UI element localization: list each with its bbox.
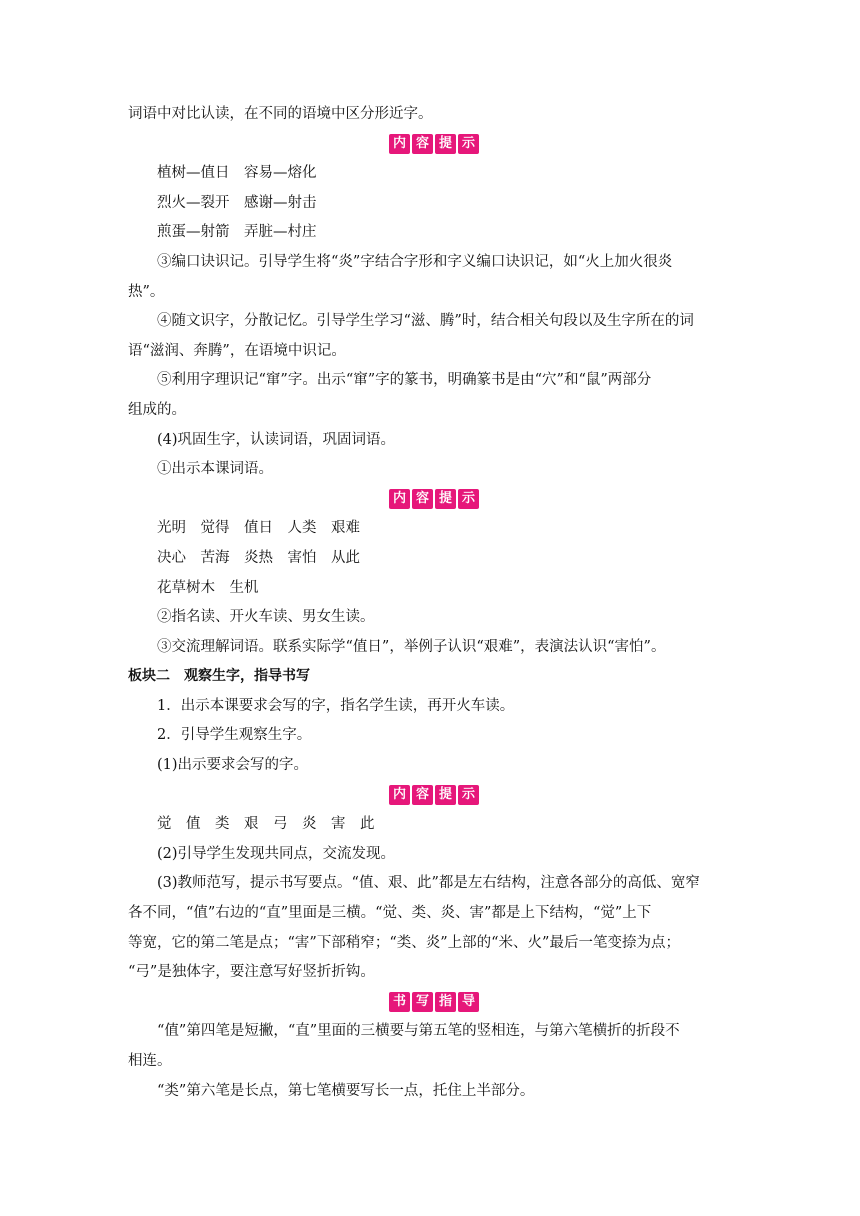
content-hint-label: 内 容 提 示 bbox=[128, 781, 740, 811]
paragraph-line: “值”第四笔是短撇，“直”里面的三横要与第五笔的竖相连，与第六笔横折的折段不 bbox=[157, 1023, 680, 1040]
word-list-line: 决心 苦海 炎热 害怕 从此 bbox=[157, 549, 360, 566]
paragraph-line: ④随文识字，分散记忆。引导学生学习“滋、腾”时，结合相关句段以及生字所在的词 bbox=[157, 313, 694, 330]
paragraph-line: ②指名读、开火车读、男女生读。 bbox=[157, 609, 375, 626]
paragraph-line: 相连。 bbox=[128, 1053, 172, 1069]
paragraph-line: 各不同，“值”右边的“直”里面是三横。“觉、类、炎、害”都是上下结构，“觉”上下 bbox=[128, 905, 652, 922]
paragraph-line: ③交流理解词语。联系实际学“值日”，举例子认识“艰难”，表演法认识“害怕”。 bbox=[157, 638, 666, 655]
content-hint-label: 内 容 提 示 bbox=[128, 485, 740, 515]
paragraph-line: (2)引导学生发现共同点，交流发现。 bbox=[157, 845, 396, 862]
paragraph-line: (1)出示要求会写的字。 bbox=[157, 757, 309, 774]
paragraph-line: 2．引导学生观察生字。 bbox=[157, 727, 312, 744]
content-hint-label: 内 容 提 示 bbox=[128, 130, 740, 160]
paragraph-line: (3)教师范写，提示书写要点。“值、艰、此”都是左右结构，注意各部分的高低、宽窄 bbox=[157, 875, 700, 892]
paragraph-line: “类”第六笔是长点，第七笔横要写长一点，托住上半部分。 bbox=[157, 1082, 535, 1099]
paragraph-line: 组成的。 bbox=[128, 401, 186, 418]
word-pair-line: 煎蛋—射箭 弄脏—村庄 bbox=[157, 224, 317, 241]
paragraph-line: ③编口诀识记。引导学生将“炎”字结合字形和字义编口诀识记，如“火上加火很炎 bbox=[157, 253, 673, 270]
writing-guide-label: 书 写 指 导 bbox=[128, 988, 740, 1018]
paragraph-line: ⑤利用字理识记“窜”字。出示“窜”字的篆书，明确篆书是由“穴”和“鼠”两部分 bbox=[157, 372, 652, 389]
paragraph-line: ①出示本课词语。 bbox=[157, 461, 273, 478]
paragraph-line: (4)巩固生字，认读词语，巩固词语。 bbox=[157, 431, 396, 448]
paragraph-line: 等宽，它的第二笔是点；“害”下部稍窄；“类、炎”上部的“米、火”最后一笔变捺为点； bbox=[128, 934, 680, 951]
word-pair-line: 植树—值日 容易—熔化 bbox=[157, 165, 317, 182]
page-content bbox=[128, 100, 740, 1106]
paragraph-line: “弓”是独体字，要注意写好竖折折钩。 bbox=[128, 964, 375, 981]
word-pair-line: 烈火—裂开 感谢—射击 bbox=[157, 194, 317, 211]
word-list-line: 光明 觉得 值日 人类 艰难 bbox=[157, 520, 360, 537]
paragraph-line: 1．出示本课要求会写的字，指名学生读，再开火车读。 bbox=[157, 697, 515, 714]
character-list-line: 觉 值 类 艰 弓 炎 害 此 bbox=[157, 816, 375, 833]
paragraph-line: 语“滋润、奔腾”，在语境中识记。 bbox=[128, 342, 346, 359]
word-list-line: 花草树木 生机 bbox=[157, 579, 259, 596]
text-line: 词语中对比认读，在不同的语境中区分形近字。 bbox=[128, 106, 433, 122]
paragraph-line: 热”。 bbox=[128, 283, 165, 300]
section-heading: 板块二 观察生字，指导书写 bbox=[128, 668, 310, 685]
